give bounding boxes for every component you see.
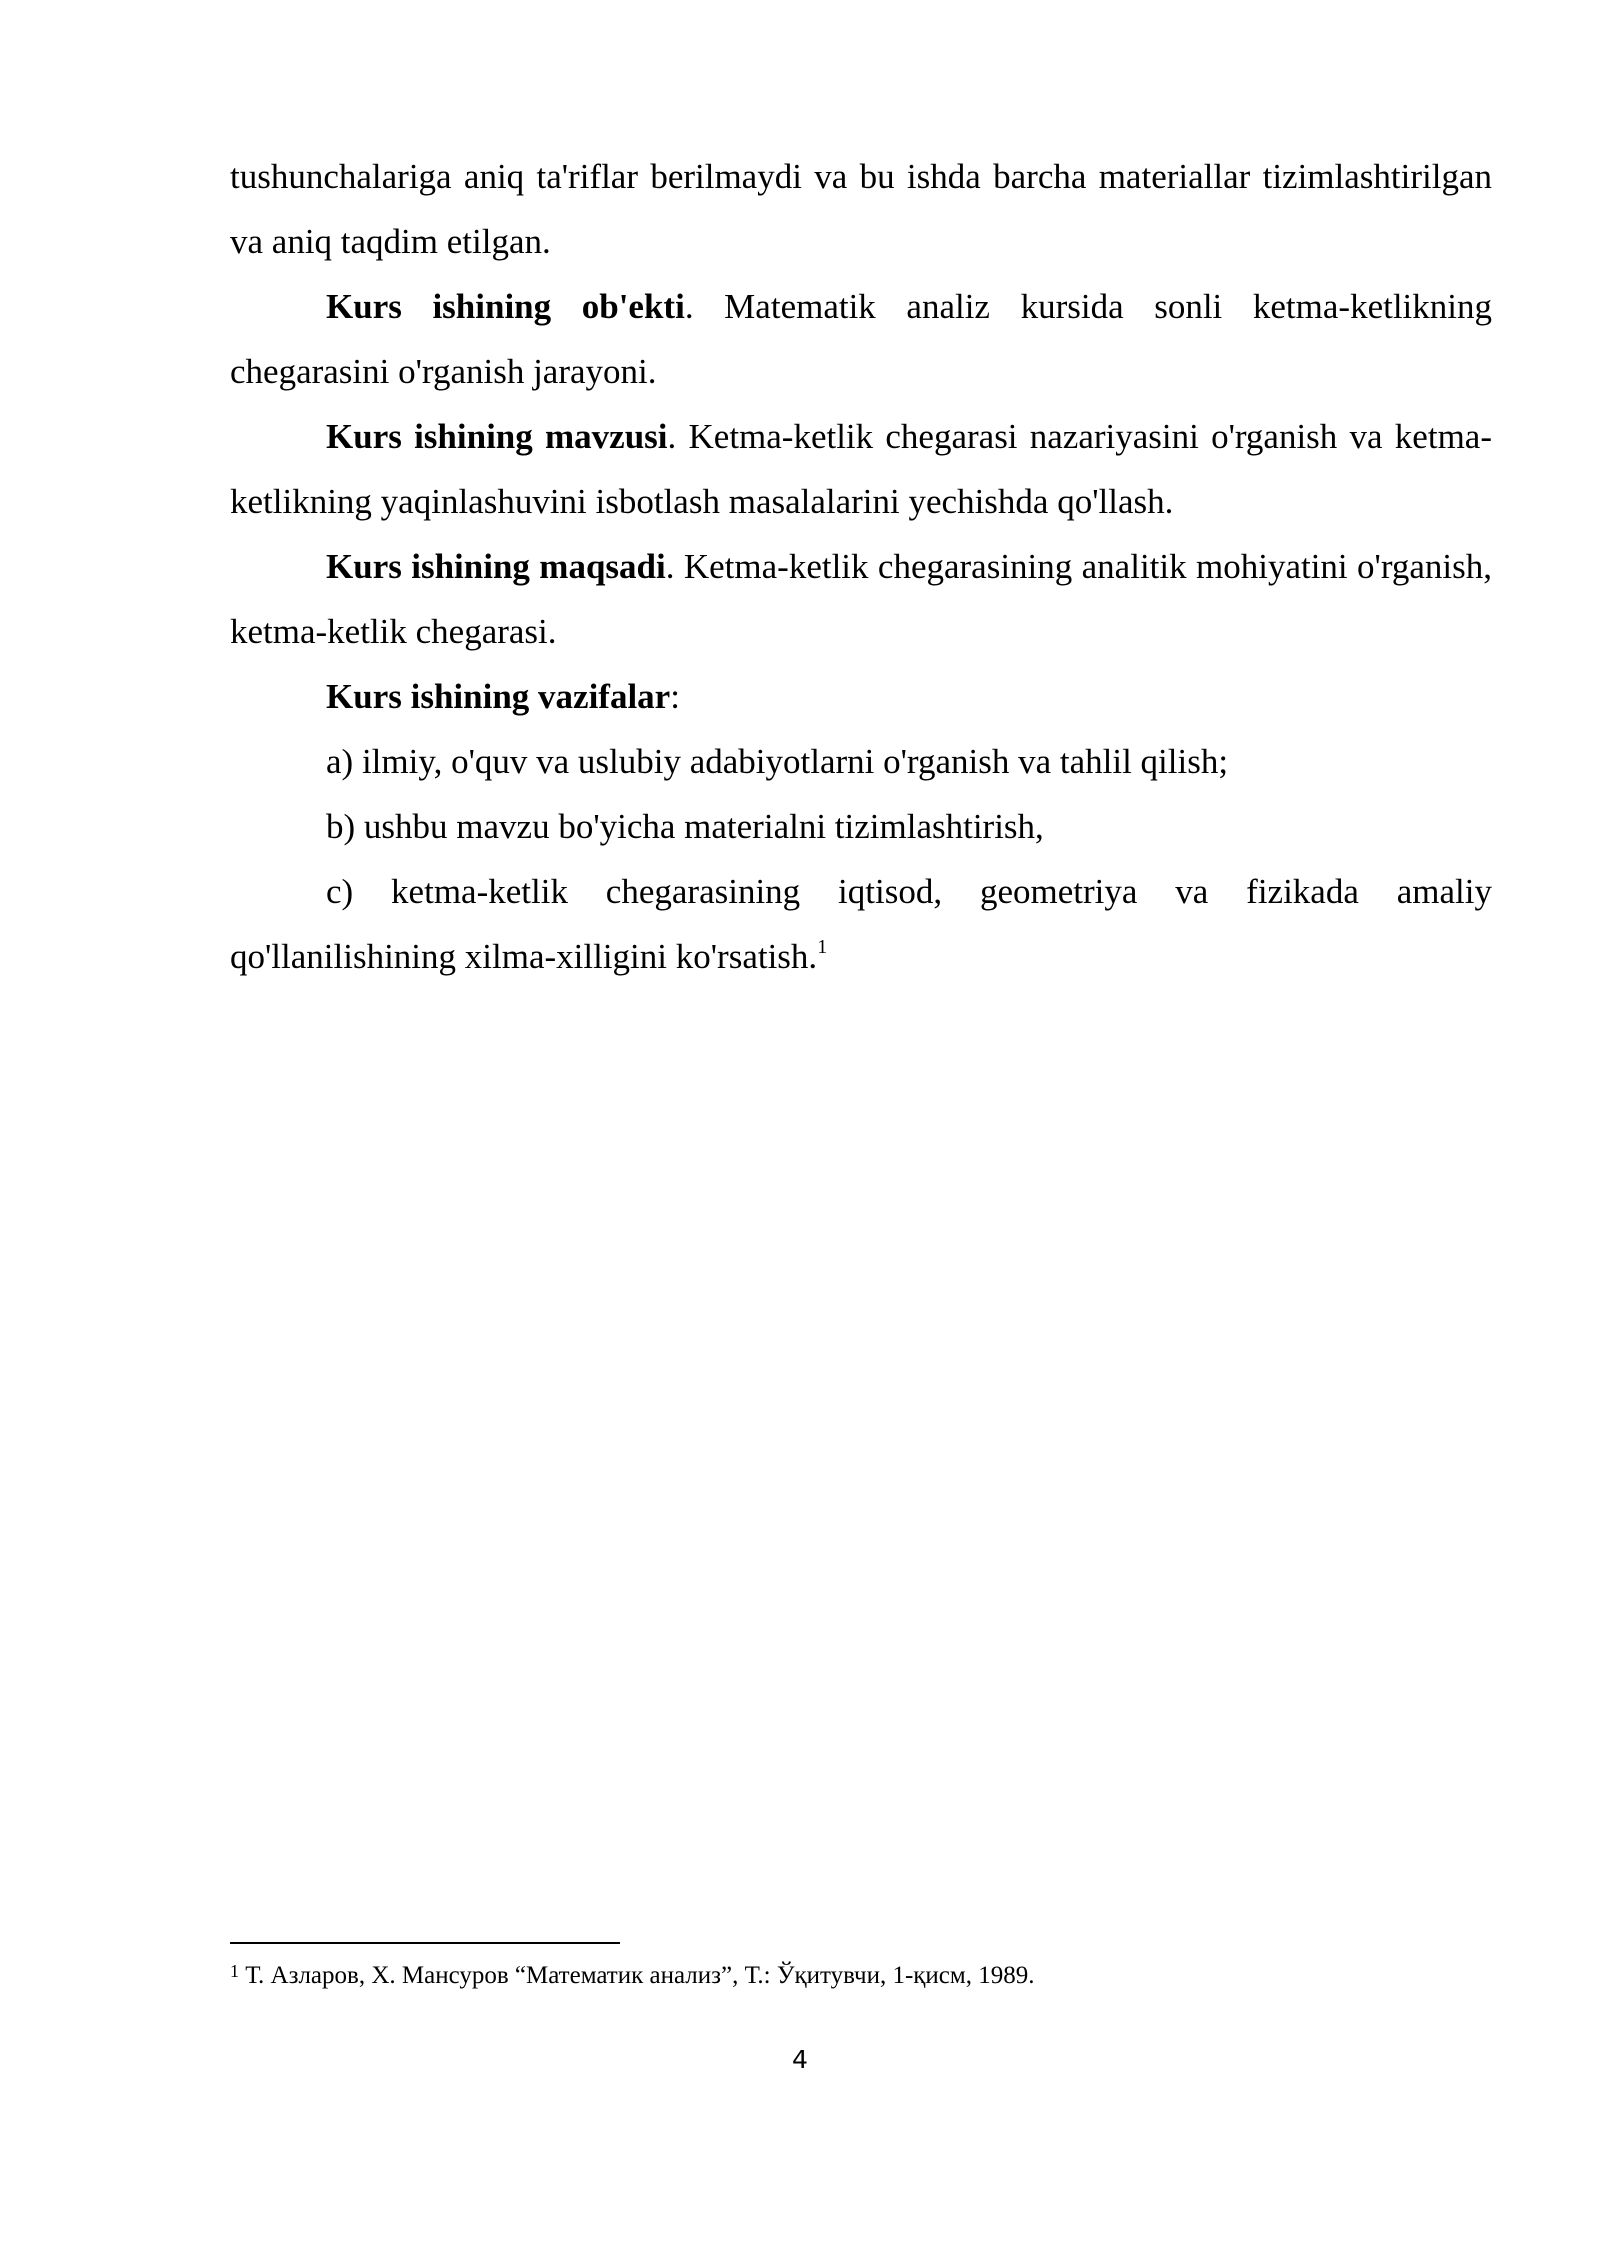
task-c-text: c) ketma-ketlik chegarasining iqtisod, geometriya va fizikada amaliy qo'llanilishining xilma-xilligini ko'rsatish. xyxy=(230,872,1492,976)
subject-heading: Kurs ishining mavzusi xyxy=(326,417,668,456)
footnote xyxy=(230,1958,1492,1995)
goal-text: . Ketma-ketlik chegarasining analitik mohiyatini o'rganish, ketma-ketlik chegarasi. xyxy=(230,547,1492,651)
object-heading: Kurs ishining ob'ekti xyxy=(326,287,685,326)
goal-heading: Kurs ishining maqsadi xyxy=(326,547,666,586)
footnote-text: Т. Азларов, Х. Мансуров “Математик анализ”, Т.: Ўқитувчи, 1-қисм, 1989. xyxy=(239,1962,1035,1989)
footnote-reference[interactable]: 1 xyxy=(817,936,828,959)
task-item-c xyxy=(230,859,1492,989)
task-a-text: a) ilmiy, o'quv va uslubiy adabiyotlarni o'rganish va tahlil qilish; xyxy=(326,742,1229,781)
body-text xyxy=(230,144,1492,989)
footnote-separator xyxy=(230,1942,620,1944)
intro-text: tushunchalariga aniq ta'riflar berilmaydi va bu ishda barcha materiallar tizimlashtirilgan va aniq taqdim etilgan. xyxy=(230,157,1492,261)
tasks-heading: Kurs ishining vazifalar xyxy=(326,677,671,716)
footnote-marker: 1 xyxy=(230,1961,239,1981)
paragraph-subject xyxy=(230,404,1492,534)
task-item-a xyxy=(230,729,1492,794)
page-number: 4 xyxy=(792,2045,808,2074)
task-item-b xyxy=(230,794,1492,859)
subject-text: . Ketma-ketlik chegarasi nazariyasini o'rganish va ketma-ketlikning yaqinlashuvini isbotlash masalalarini yechishda qo'llash. xyxy=(230,417,1492,521)
paragraph-object xyxy=(230,274,1492,404)
paragraph-tasks-heading xyxy=(230,664,1492,729)
tasks-colon: : xyxy=(670,677,680,716)
object-text: . Matematik analiz kursida sonli ketma-ketlikning chegarasini o'rganish jarayoni. xyxy=(230,287,1492,391)
task-b-text: b) ushbu mavzu bo'yicha materialni tizimlashtirish, xyxy=(326,807,1044,846)
paragraph-goal xyxy=(230,534,1492,664)
paragraph-intro-continuation xyxy=(230,144,1492,274)
